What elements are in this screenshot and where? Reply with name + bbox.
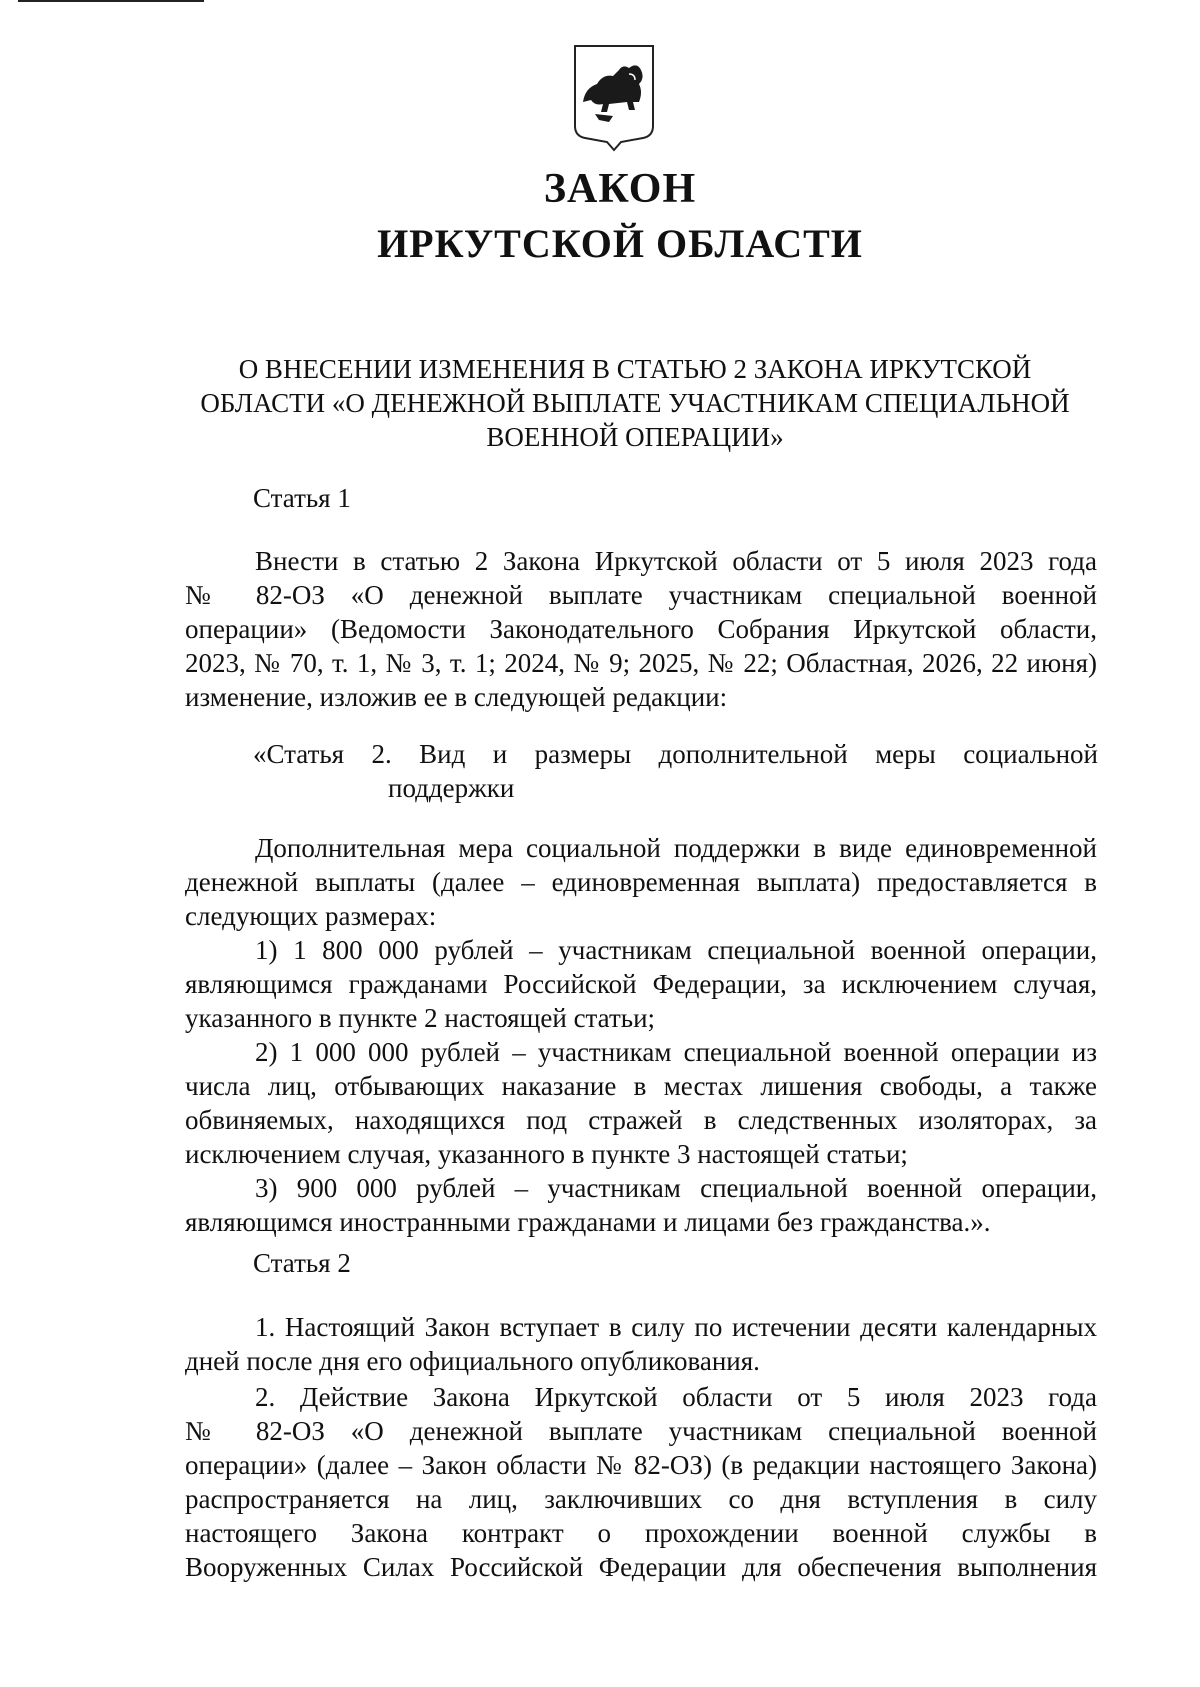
text-line: 1. Настоящий Закон вступает в силу по истечении десяти календарных	[255, 1312, 1097, 1342]
article-2-paragraph-2	[185, 1380, 1097, 1584]
text-line: денежной выплаты (далее – единовременная выплата) предоставляется в	[185, 867, 1097, 897]
top-rule	[18, 0, 204, 2]
law-subject	[170, 352, 1100, 454]
quoted-article-heading	[253, 737, 1098, 805]
article-1-heading: Статья 1	[253, 483, 351, 513]
list-item-line: указанного в пункте 2 настоящей статьи;	[185, 1003, 656, 1033]
list-item-line: 2) 1 000 000 рублей – участникам специальной военной операции из	[255, 1037, 1097, 1067]
quoted-intro-paragraph	[185, 831, 1097, 1239]
list-item-line: 3) 900 000 рублей – участникам специальной военной операции,	[255, 1173, 1097, 1203]
text-line: 2. Действие Закона Иркутской области от 5 июля 2023 года	[255, 1382, 1097, 1412]
text-line: 2023, № 70, т. 1, № 3, т. 1; 2024, № 9; 2025, № 22; Областная, 2026, 22 июня)	[185, 648, 1097, 678]
text-line: Вооруженных Силах Российской Федерации для обеспечения выполнения	[185, 1552, 1097, 1582]
quoted-heading-line: поддержки	[388, 773, 515, 803]
subject-line: ВОЕННОЙ ОПЕРАЦИИ»	[486, 422, 784, 452]
text-line: дней после дня его официального опубликования.	[185, 1346, 760, 1376]
list-item-line: являющимся гражданами Российской Федерации, за исключением случая,	[185, 969, 1097, 999]
text-line: Внести в статью 2 Закона Иркутской области от 5 июля 2023 года	[255, 546, 1097, 576]
law-title: ЗАКОН	[543, 166, 697, 212]
article-2-paragraph-1	[185, 1310, 1097, 1378]
text-line: распространяется на лиц, заключивших со дня вступления в силу	[185, 1484, 1097, 1514]
list-item-line: числа лиц, отбывающих наказание в местах лишения свободы, а также	[185, 1071, 1097, 1101]
list-item-line: 1) 1 800 000 рублей – участникам специальной военной операции,	[255, 935, 1097, 965]
text-line: операции» (далее – Закон области № 82-ОЗ) (в редакции настоящего Закона)	[185, 1450, 1097, 1480]
text-line: Дополнительная мера социальной поддержки в виде единовременной	[255, 833, 1097, 863]
text-line: изменение, изложив ее в следующей редакции:	[185, 682, 728, 712]
article-1-paragraph	[185, 544, 1097, 714]
law-region: ИРКУТСКОЙ ОБЛАСТИ	[377, 221, 863, 266]
list-item-line: исключением случая, указанного в пункте 3 настоящей статьи;	[185, 1139, 908, 1169]
text-line: № 82-ОЗ «О денежной выплате участникам специальной военной	[185, 1416, 1097, 1446]
quoted-heading-line: «Статья 2. Вид и размеры дополнительной меры социальной	[253, 739, 1098, 769]
list-item-line: обвиняемых, находящихся под стражей в следственных изоляторах, за	[185, 1105, 1097, 1135]
text-line: операции» (Ведомости Законодательного Собрания Иркутской области,	[185, 614, 1097, 644]
subject-line: О ВНЕСЕНИИ ИЗМЕНЕНИЯ В СТАТЬЮ 2 ЗАКОНА ИРКУТСКОЙ	[238, 354, 1032, 384]
list-item-line: являющимся иностранными гражданами и лицами без гражданства.».	[185, 1207, 991, 1237]
text-line: № 82-ОЗ «О денежной выплате участникам специальной военной	[185, 580, 1097, 610]
subject-line: ОБЛАСТИ «О ДЕНЕЖНОЙ ВЫПЛАТЕ УЧАСТНИКАМ СПЕЦИАЛЬНОЙ	[200, 388, 1070, 418]
article-2-heading: Статья 2	[253, 1248, 351, 1278]
text-line: следующих размерах:	[185, 901, 437, 931]
irkutsk-coat-of-arms-icon	[573, 44, 655, 152]
text-line: настоящего Закона контракт о прохождении военной службы в	[185, 1518, 1097, 1548]
